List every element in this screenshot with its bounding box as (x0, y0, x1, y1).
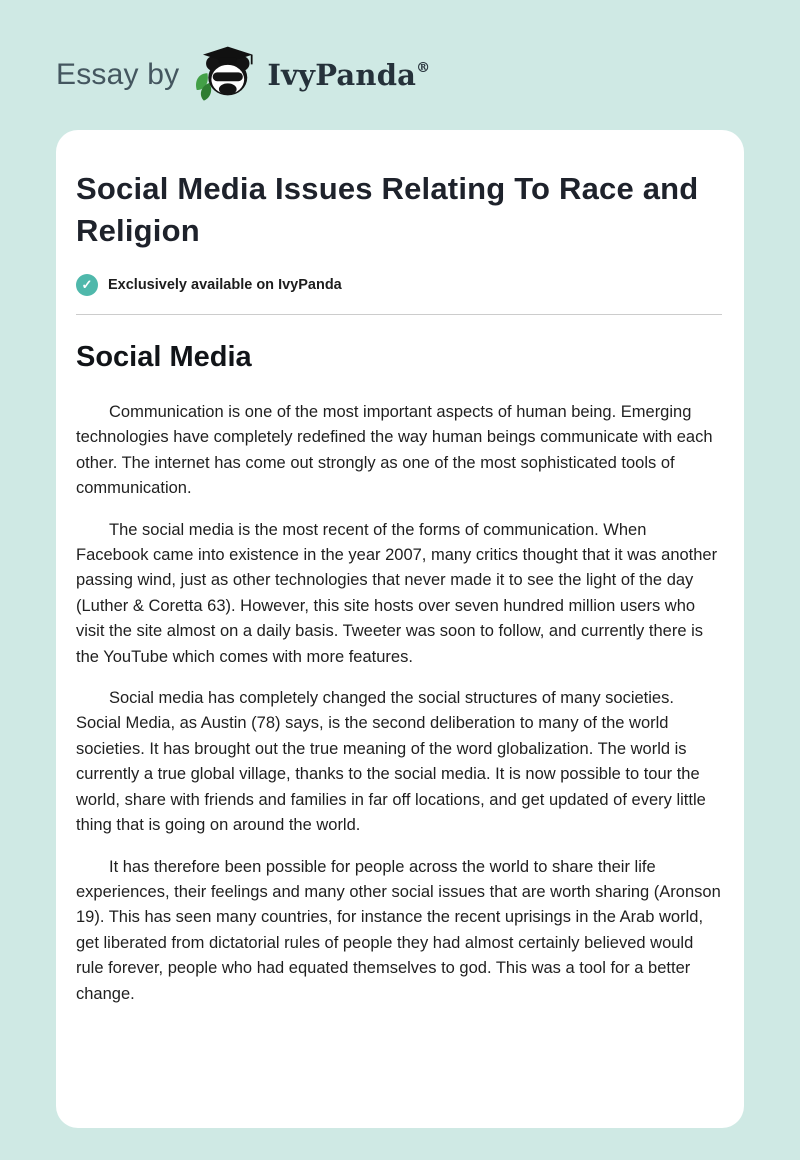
brand-name (267, 58, 430, 92)
ivypanda-logo-icon (195, 46, 257, 104)
essay-paragraph-3: Social media has completely changed the social structures of many societies. Social Media, as Austin (78) says, is the second deliberation to many of the world societies. It has brought out the true meaning of the word globalization. The world is currently a true global village, thanks to the social media. It is now possible to tour the world, share with friends and families in far off locations, and get updated of every little thing that is going on around the world. (76, 689, 706, 835)
availability-badge (76, 274, 722, 296)
essay-paragraph-2: The social media is the most recent of the forms of communication. When Facebook came into existence in the year 2007, many critics thought that it was another passing wind, just as other technologies that never made it to see the light of the day (Luther & Coretta 63). However, this site hosts over seven hundred million users who visit the site almost on a daily basis. Tweeter was soon to follow, and currently there is the YouTube which comes with more features. (76, 520, 718, 666)
essay-paragraph-4: It has therefore been possible for people across the world to share their life experiences, their feelings and many other social issues that are worth sharing (Aronson 19). This has seen many countries, for instance the recent uprisings in the Arab world, get liberated from dictatorial rules of people they had almost certainly believed would rule forever, people who had equated themselves to god. This was a tool for a better change. (76, 857, 721, 1003)
essay-by-text: Essay by (56, 58, 180, 91)
divider (76, 314, 722, 315)
essay-paragraph-1: Communication is one of the most important aspects of human being. Emerging technologies have completely redefined the way human beings communicate with each other. The internet has come out strongly as one of the most sophisticated tools of communication. (76, 403, 713, 498)
site-header (0, 0, 800, 110)
check-icon: ✓ (76, 274, 98, 296)
essay-title: Social Media Issues Relating To Race and Religion (76, 171, 699, 248)
brand-text: IvyPanda (267, 58, 417, 92)
essay-card (56, 130, 744, 1128)
availability-text: Exclusively available on IvyPanda (108, 277, 342, 293)
brand-link[interactable] (195, 46, 430, 104)
section-heading: Social Media (76, 341, 252, 373)
essay-body (76, 400, 722, 1007)
registered-mark: ® (416, 60, 431, 76)
